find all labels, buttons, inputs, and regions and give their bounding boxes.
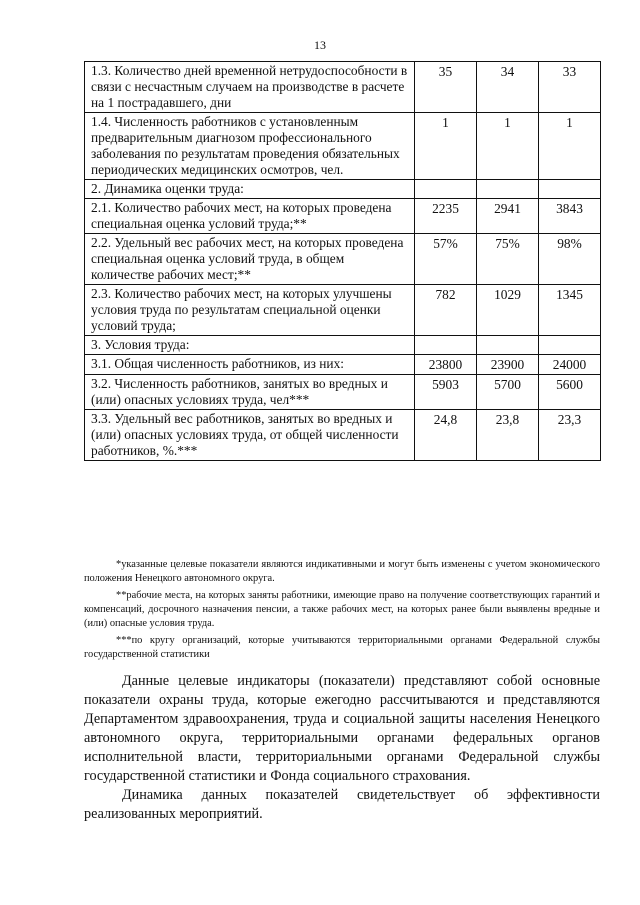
value-year-2	[477, 336, 539, 355]
value-year-2: 34	[477, 62, 539, 113]
table-row	[85, 355, 601, 375]
value-year-3: 24000	[539, 355, 601, 375]
footnote-statistics: ***по кругу организаций, которые учитываются территориальными органами Федеральной службы государственной статистики	[84, 635, 600, 660]
value-year-2	[477, 180, 539, 199]
value-year-1: 35	[415, 62, 477, 113]
table-row	[85, 336, 601, 355]
value-year-2: 1029	[477, 285, 539, 336]
footnote-workplaces: **рабочие места, на которых заняты работники, имеющие право на получение соответствующих гарантий и компенсаций, досрочного назначения пенсии, а также рабочих мест, на которых ранее были выявлены вредные и (или) опасные условия труда.	[84, 590, 600, 629]
section-heading: 2. Динамика оценки труда:	[85, 180, 415, 199]
indicator-name: 1.3. Количество дней временной нетрудоспособности в связи с несчастным случаем на производстве в расчете на 1 пострадавшего, дни	[85, 62, 415, 113]
value-year-1: 782	[415, 285, 477, 336]
value-year-3	[539, 180, 601, 199]
value-year-3: 5600	[539, 375, 601, 410]
footnote-indicative: *указанные целевые показатели являются индикативными и могут быть изменены с учетом экономического положения Ненецкого автономного округа.	[84, 559, 600, 584]
indicator-name: 3.2. Численность работников, занятых во вредных и (или) опасных условиях труда, чел***	[85, 375, 415, 410]
table-row	[85, 375, 601, 410]
value-year-2: 5700	[477, 375, 539, 410]
value-year-2: 23900	[477, 355, 539, 375]
value-year-3	[539, 336, 601, 355]
indicator-name: 2.3. Количество рабочих мест, на которых улучшены условия труда по результатам специальной оценки условий труда;	[85, 285, 415, 336]
table-row	[85, 180, 601, 199]
footnotes	[84, 558, 600, 665]
table-row	[85, 234, 601, 285]
table-row	[85, 62, 601, 113]
value-year-3: 3843	[539, 199, 601, 234]
value-year-3: 1	[539, 113, 601, 180]
value-year-1: 1	[415, 113, 477, 180]
value-year-1: 23800	[415, 355, 477, 375]
table-row	[85, 410, 601, 461]
indicator-name: 3.1. Общая численность работников, из них:	[85, 355, 415, 375]
table-row	[85, 113, 601, 180]
value-year-2: 2941	[477, 199, 539, 234]
section-heading: 3. Условия труда:	[85, 336, 415, 355]
indicator-name: 2.1. Количество рабочих мест, на которых проведена специальная оценка условий труда;**	[85, 199, 415, 234]
value-year-2: 75%	[477, 234, 539, 285]
value-year-1: 5903	[415, 375, 477, 410]
value-year-3: 23,3	[539, 410, 601, 461]
value-year-1: 24,8	[415, 410, 477, 461]
table-row	[85, 199, 601, 234]
indicators-table	[84, 61, 601, 461]
indicator-name: 1.4. Численность работников с установленным предварительным диагнозом профессионального заболевания по результатам проведения обязательных периодических медицинских осмотров, чел.	[85, 113, 415, 180]
indicator-name: 3.3. Удельный вес работников, занятых во вредных и (или) опасных условиях труда, от общей численности работников, %.***	[85, 410, 415, 461]
value-year-2: 23,8	[477, 410, 539, 461]
value-year-3: 33	[539, 62, 601, 113]
value-year-1: 57%	[415, 234, 477, 285]
paragraph: Данные целевые индикаторы (показатели) представляют собой основные показатели охраны труда, которые ежегодно рассчитываются и представляются Департаментом здравоохранения, труда и социальной защиты населения Ненецкого автономного округа, территориальными органами федеральных органов исполнительной власти, территориальными органами Федеральной службы государственной статистики и Фонда социального страхования.	[84, 673, 600, 784]
value-year-1	[415, 336, 477, 355]
page-number: 13	[314, 38, 326, 52]
indicator-name: 2.2. Удельный вес рабочих мест, на которых проведена специальная оценка условий труда, в общем количестве рабочих мест;**	[85, 234, 415, 285]
value-year-2: 1	[477, 113, 539, 180]
paragraph: Динамика данных показателей свидетельствует об эффективности реализованных мероприятий.	[84, 787, 600, 822]
body-text	[84, 672, 600, 824]
value-year-1	[415, 180, 477, 199]
value-year-1: 2235	[415, 199, 477, 234]
value-year-3: 1345	[539, 285, 601, 336]
value-year-3: 98%	[539, 234, 601, 285]
table-row	[85, 285, 601, 336]
